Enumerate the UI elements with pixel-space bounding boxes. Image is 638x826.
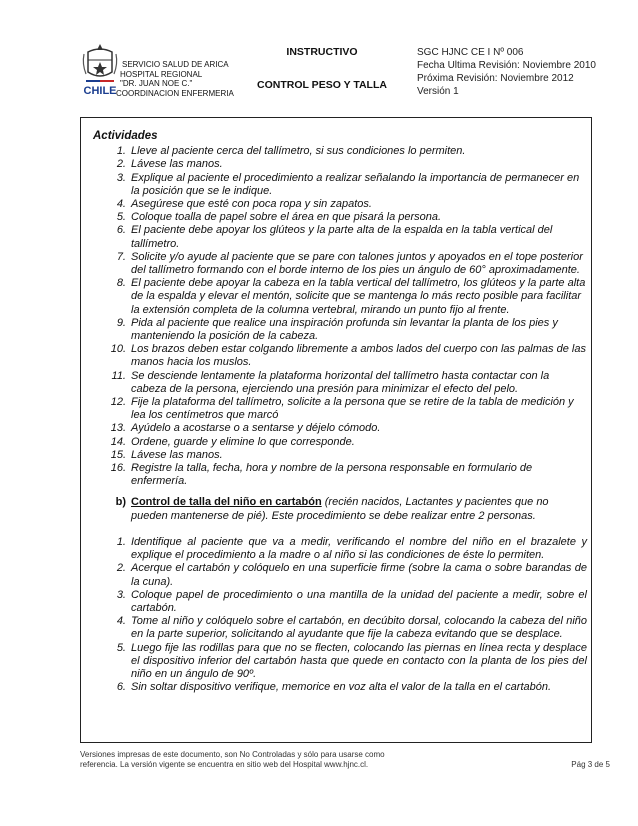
list-item-text: Ayúdelo a acostarse o a sentarse y déjelo cómodo. [131,422,381,435]
list-item-text: Tome al niño y colóquelo sobre el cartabón, en decúbito dorsal, colocando la cabeza del niño en la parte superior, solicitando al ayudante que fije la cabeza evitando que se desplace. [131,615,587,641]
list-item-text: Acerque el cartabón y colóquelo en una superficie firme (sobre la cama o sobre barandas de la cuna). [131,562,587,588]
list-item-number: 6. [116,681,126,694]
document-title: INSTRUCTIVO [286,46,358,58]
list-item-text: Coloque toalla de papel sobre el área en que pisará la persona. [131,211,442,224]
list-item [93,436,587,449]
list-item-text: Los brazos deben estar colgando libremente a ambos lados del cuerpo con las palmas de las manos hacia los muslos. [131,343,586,369]
section-b-title: Control de talla del niño en cartabón [131,496,322,509]
list-item-number: 3. [116,588,126,601]
list-item [93,224,587,250]
list-item-number: 14. [110,435,126,448]
org-line: COORDINACION ENFERMERIA [116,88,234,98]
list-item-number: 5. [116,211,126,224]
list-item-number: 16. [110,462,126,475]
list-item-number: 2. [116,158,126,171]
list-item-text: Lleve al paciente cerca del tallímetro, si sus condiciones lo permiten. [131,145,466,158]
list-item [93,422,587,435]
content [93,130,587,694]
list-item-number: 13. [110,422,126,435]
list-item [93,396,587,422]
list-item-text: Se desciende lentamente la plataforma horizontal del tallímetro hasta contactar con la cabeza de la persona, ejerciendo una presión para minimizar el efecto del pelo. [131,369,550,395]
list-item-number: 11. [111,369,126,382]
list-item-text: Fije la plataforma del tallímetro, solicite a la persona que se retire de la tabla de medición y lea los centímetros que marcó [131,396,574,422]
list-item [93,172,587,198]
list-item [93,343,587,369]
list-item [93,562,587,588]
list-item-text: Pida al paciente que realice una inspiración profunda sin levantar la planta de los pies y manteniendo la posición de la cabeza. [131,316,558,343]
list-item-text: Lávese las manos. [131,158,223,171]
government-of-chile-logo [80,42,120,100]
child-steps-list [93,536,587,694]
version: Versión 1 [417,86,459,97]
list-item [93,615,587,641]
section-b-number: b) [115,496,126,509]
list-item-number: 15. [110,448,126,461]
content-box [80,117,592,743]
next-revision: Próxima Revisión: Noviembre 2012 [417,73,574,84]
list-item [93,317,587,343]
list-item [93,370,587,396]
logo-text: CHILE [83,85,117,97]
list-item-number: 4. [116,198,126,211]
org-line: "DR. JUAN NOE C." [120,79,193,88]
list-item-number: 7. [116,250,126,263]
list-item-number: 9. [116,316,126,329]
list-item-text: Lávese las manos. [131,448,223,461]
list-item [93,536,587,562]
activities-heading: Actividades [93,130,158,142]
activities-list [93,145,587,488]
list-item-text: Identifique al paciente que va a medir, verificando el nombre del niño en el brazalete y explique el procedimiento a la madre o al niño si las condiciones de éste lo permiten. [131,535,587,562]
list-item [93,198,587,211]
document-meta [417,46,596,98]
last-revision: Fecha Ultima Revisión: Noviembre 2010 [417,60,596,71]
list-item-number: 10. [110,343,126,356]
page-number: Pág 3 de 5 [571,760,610,769]
list-item [93,449,587,462]
list-item [93,462,587,488]
list-item-text: Ordene, guarde y elimine lo que corresponde. [131,435,355,448]
list-item-number: 2. [116,562,126,575]
org-line: SERVICIO SALUD DE ARICA [122,60,229,69]
list-item-number: 3. [116,171,126,184]
document-footer [80,750,610,770]
list-item-text: Coloque papel de procedimiento o una mantilla de la unidad del paciente a medir, sobre el cartabón. [131,588,587,614]
list-item-number: 8. [116,277,126,290]
document-header [62,38,610,106]
list-item [93,277,587,317]
list-item-number: 1. [116,145,126,158]
list-item [93,211,587,224]
list-item-text: Registre la talla, fecha, hora y nombre de la persona responsable en formulario de enfermería. [131,462,533,488]
list-item-text: El paciente debe apoyar la cabeza en la tabla vertical del tallímetro, los glúteos y la parte alta de la espalda y elevar el mentón, solicite que se mantenga lo más recto posible para facilitar la extensión completa de la columna vertebral, mirando un punto fijo al frente. [131,277,586,316]
list-item-number: 6. [116,224,126,237]
list-item-number: 1. [116,535,126,548]
document-code: SGC HJNC CE I Nº 006 [417,47,524,58]
list-item-number: 5. [116,641,126,654]
list-item-text: Asegúrese que esté con poca ropa y sin zapatos. [131,198,372,211]
organization-block [116,60,234,98]
list-item [93,251,587,277]
section-b [93,496,587,522]
footer-line: referencia. La versión vigente se encuentra en sitio web del Hospital www.hjnc.cl. [80,760,369,769]
list-item [93,158,587,171]
list-item [93,642,587,682]
document-subtitle: CONTROL PESO Y TALLA [257,79,387,91]
section-b-description: (recién nacidos, Lactantes y pacientes que no pueden mantenerse de pié). Este procedimiento se debe realizar entre 2 personas. [131,496,549,522]
list-item-text: Explique al paciente el procedimiento a realizar señalando la importancia de permanecer en la posición que se le indique. [131,171,580,197]
list-item [93,589,587,615]
list-item [93,681,587,694]
list-item-number: 12. [110,396,126,409]
list-item-text: Solicite y/o ayude al paciente que se pare con talones juntos y apoyados en el tope posterior del tallímetro formando con el borde interno de los pies un ángulo de 60° aproximadamente. [131,250,583,277]
org-line: HOSPITAL REGIONAL [120,69,203,79]
list-item-text: Sin soltar dispositivo verifique, memorice en voz alta el valor de la talla en el cartabón. [131,681,552,694]
list-item-text: El paciente debe apoyar los glúteos y la parte alta de la espalda en la tabla vertical del tallímetro. [131,224,553,250]
footer-line: Versiones impresas de este documento, son No Controladas y sólo para usarse como [80,750,385,759]
list-item [93,145,587,158]
list-item-text: Luego fije las rodillas para que no se flecten, colocando las piernas en línea recta y desplace el dispositivo inferior del cartabón hasta que quede en contacto con la planta de los pies del niño en un ángulo de 90º. [131,641,587,680]
list-item-number: 4. [116,615,126,628]
